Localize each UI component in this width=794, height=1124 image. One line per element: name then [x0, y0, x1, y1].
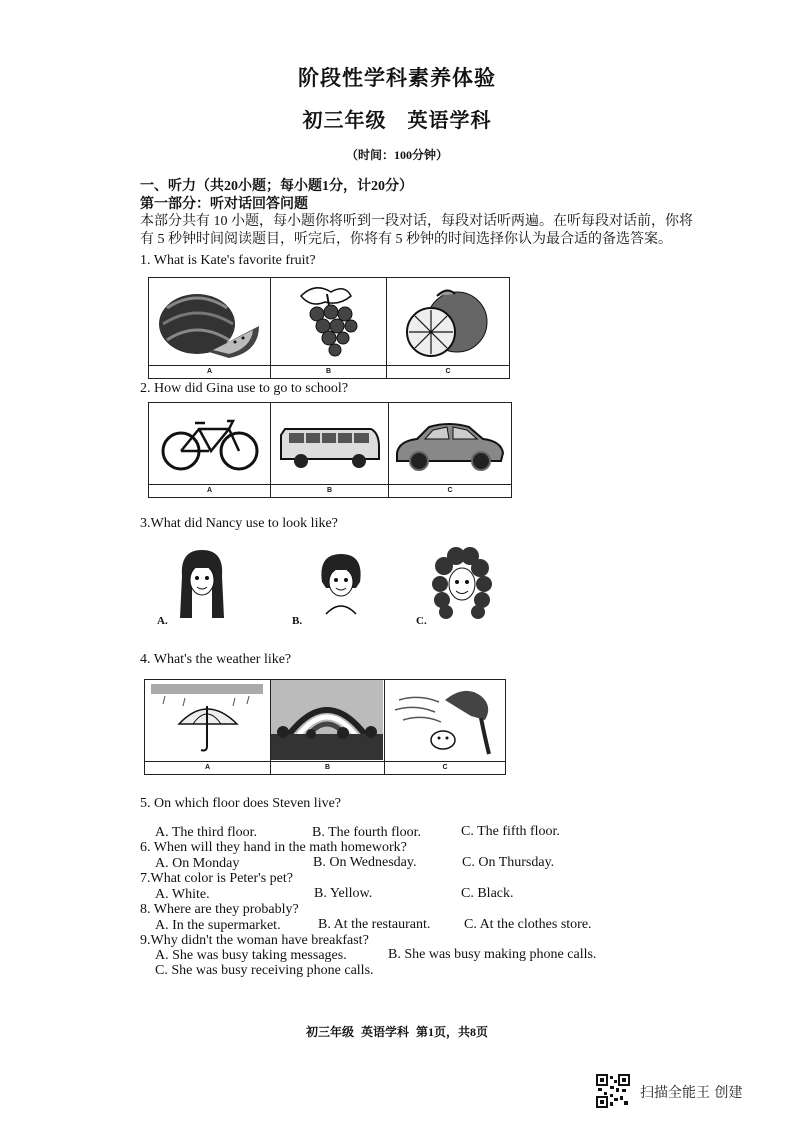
question-3: 3.What did Nancy use to look like?: [140, 516, 338, 531]
question-5-option-b[interactable]: B. The fourth floor.: [312, 825, 422, 840]
option-label: B: [271, 365, 386, 378]
question-8-option-c[interactable]: C. At the clothes store.: [464, 917, 592, 932]
question-6-option-b[interactable]: B. On Wednesday.: [313, 855, 417, 870]
option-label: C: [389, 484, 511, 497]
option-a-picture[interactable]: [149, 278, 271, 378]
page-subtitle: 初三年级 英语学科: [302, 110, 492, 132]
question-5: 5. On which floor does Steven live?: [140, 796, 342, 811]
bus-icon: [271, 403, 388, 485]
question-1: 1. What is Kate's favorite fruit?: [140, 253, 316, 268]
section-heading: 一、听力（共20小题；每小题1分，计20分）: [140, 179, 413, 194]
option-a-picture[interactable]: [145, 680, 271, 774]
question-5-option-c[interactable]: C. The fifth floor.: [461, 824, 560, 839]
option-a-picture[interactable]: [149, 403, 271, 497]
rainbow-icon: [271, 680, 384, 762]
question-8-option-a[interactable]: A. In the supermarket.: [155, 918, 281, 933]
exam-time: （时间：100分钟）: [345, 148, 448, 162]
option-label: C: [385, 761, 505, 774]
option-label: A: [145, 761, 270, 774]
instructions-line-1: 本部分共有 10 小题，每小题你将听到一段对话，每段对话听两遍。在听每段对话前，你将: [140, 214, 693, 229]
option-a-label: A.: [157, 615, 168, 627]
question-6: 6. When will they hand in the math homework?: [140, 840, 407, 855]
question-4: 4. What's the weather like?: [140, 652, 292, 667]
option-b-picture[interactable]: [271, 278, 387, 378]
question-2-pictures: [148, 402, 512, 498]
option-b-label: B.: [292, 615, 303, 627]
question-7: 7.What color is Peter's pet?: [140, 871, 293, 886]
scanner-watermark-text: 扫描全能王 创建: [640, 1085, 743, 1101]
question-7-option-b[interactable]: B. Yellow.: [314, 886, 373, 901]
option-label: B: [271, 484, 388, 497]
girl-short-hair-icon[interactable]: [316, 548, 366, 616]
bicycle-icon: [149, 403, 270, 485]
umbrella-rain-icon: [145, 680, 270, 762]
question-8-option-b[interactable]: B. At the restaurant.: [318, 917, 431, 932]
option-label: A: [149, 365, 270, 378]
girl-long-straight-hair-icon[interactable]: [176, 546, 228, 622]
grapes-icon: [271, 278, 386, 366]
option-c-label: C.: [416, 615, 427, 627]
part-title: 第一部分：听对话回答问题: [140, 197, 308, 212]
windy-tree-icon: [385, 680, 505, 762]
question-9-option-a[interactable]: A. She was busy taking messages.: [155, 948, 347, 963]
question-2: 2. How did Gina use to go to school?: [140, 381, 349, 396]
question-9-option-b[interactable]: B. She was busy making phone calls.: [388, 947, 597, 962]
option-b-picture[interactable]: [271, 403, 389, 497]
question-9: 9.Why didn't the woman have breakfast?: [140, 933, 369, 948]
orange-icon: [387, 278, 509, 366]
question-8: 8. Where are they probably?: [140, 902, 299, 917]
option-label: B: [271, 761, 384, 774]
question-5-option-a[interactable]: A. The third floor.: [155, 825, 258, 840]
question-4-pictures: [144, 679, 506, 775]
option-c-picture[interactable]: [385, 680, 505, 774]
question-6-option-a[interactable]: A. On Monday: [155, 856, 240, 871]
instructions-line-2: 有 5 秒钟时间阅读题目，听完后，你将有 5 秒钟的时间选择你认为最合适的备选答案。: [140, 232, 672, 247]
option-label: C: [387, 365, 509, 378]
question-7-option-a[interactable]: A. White.: [155, 887, 210, 902]
car-icon: [389, 403, 511, 485]
question-7-option-c[interactable]: C. Black.: [461, 886, 514, 901]
question-9-option-c[interactable]: C. She was busy receiving phone calls.: [155, 963, 374, 978]
option-label: A: [149, 484, 270, 497]
option-c-picture[interactable]: [389, 403, 511, 497]
option-c-picture[interactable]: [387, 278, 509, 378]
page-footer: 初三年级 英语学科 第1页，共8页: [305, 1025, 488, 1039]
option-b-picture[interactable]: [271, 680, 385, 774]
question-1-pictures: [148, 277, 510, 379]
watermelon-icon: [149, 278, 270, 366]
question-6-option-c[interactable]: C. On Thursday.: [462, 855, 555, 870]
qr-code-icon: [596, 1074, 630, 1108]
girl-curly-hair-icon[interactable]: [432, 546, 492, 622]
page-title: 阶段性学科素养体验: [298, 66, 496, 90]
